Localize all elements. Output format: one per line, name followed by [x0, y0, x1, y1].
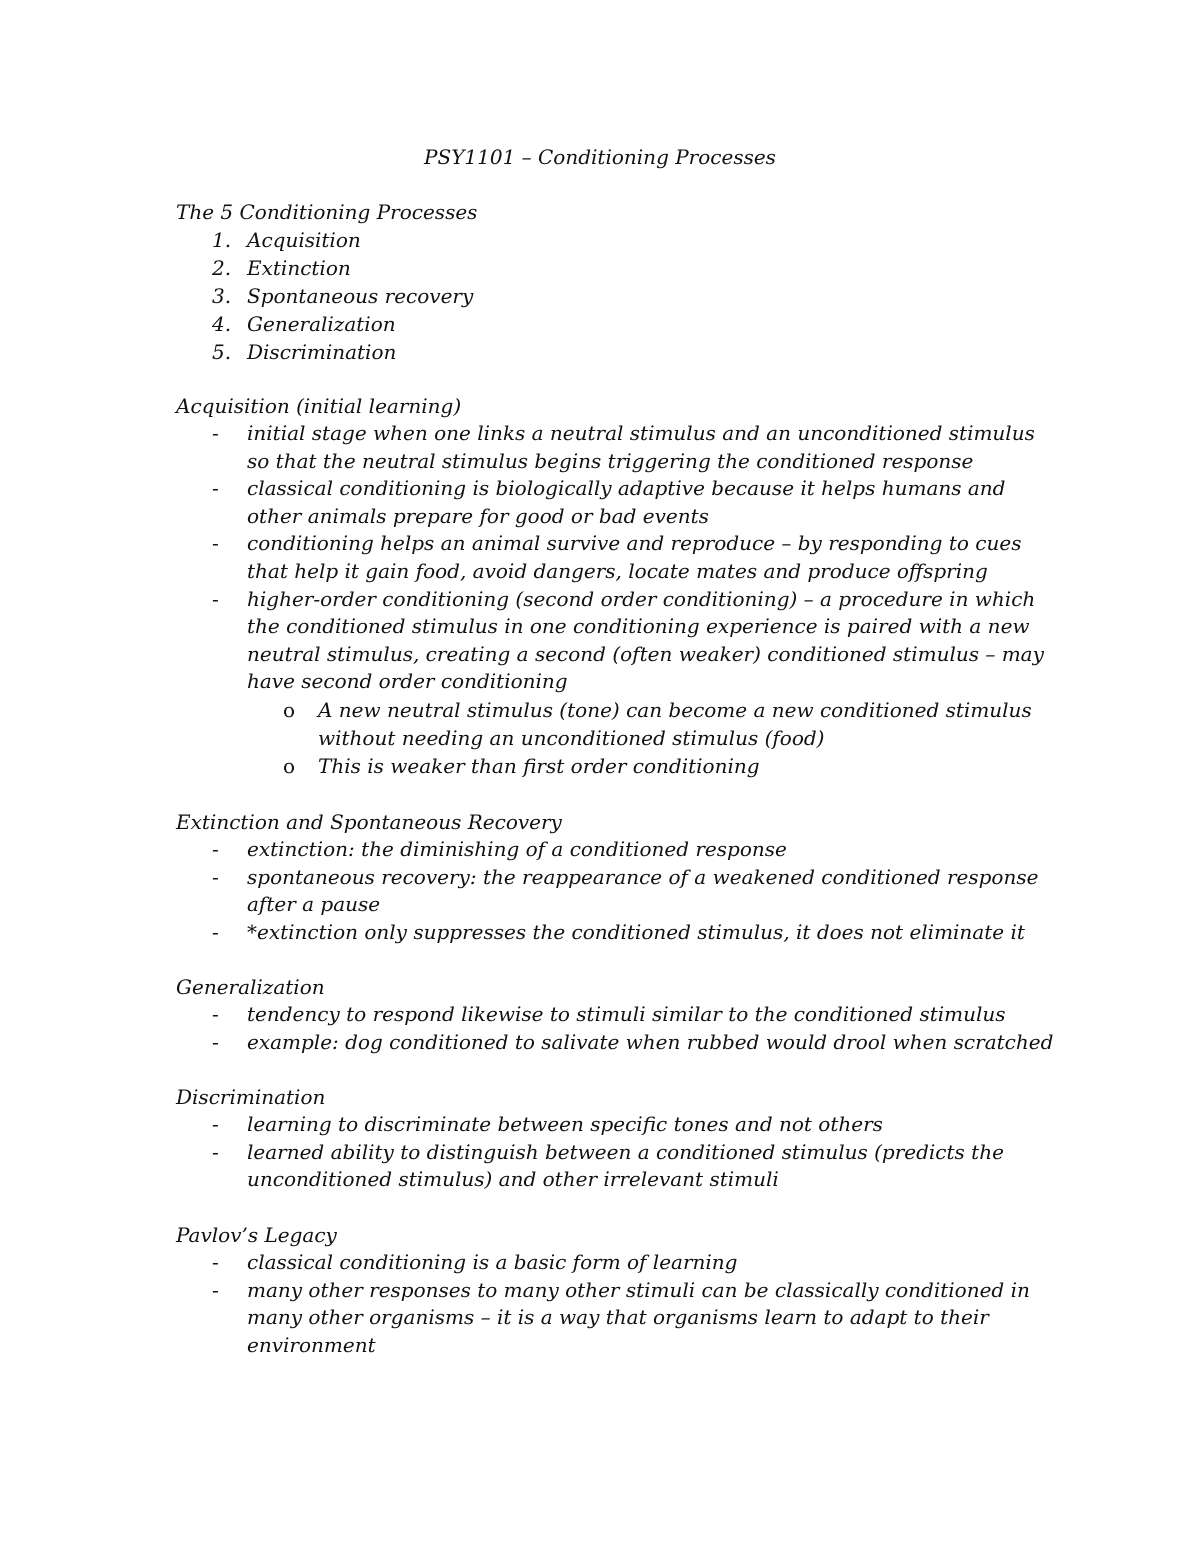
numbered-list [176, 226, 1056, 366]
list-item [176, 586, 1056, 780]
section-acquisition [176, 392, 1056, 780]
list-item-text: spontaneous recovery: the reappearance of a weakened conditioned response after a pause [247, 864, 1039, 917]
list-item-text: conditioning helps an animal survive and reproduce – by responding to cues that help it gain food, avoid dangers, locate mates and produce offspring [247, 531, 1022, 583]
dash-marker: - [212, 1250, 219, 1274]
list-item [176, 836, 1056, 864]
list-item-text: This is weaker than first order conditioning [318, 753, 760, 778]
dash-marker: - [212, 837, 219, 861]
list-item-text: Discrimination [247, 340, 397, 364]
list-number: 2. [212, 256, 232, 280]
list-item [176, 475, 1056, 530]
dash-marker: - [212, 586, 219, 611]
dash-marker: - [212, 1277, 219, 1302]
dash-marker: - [212, 919, 219, 944]
list-item [176, 282, 1056, 310]
section-heading: Extinction and Spontaneous Recovery [176, 810, 562, 834]
list-item-text: tendency to respond likewise to stimuli similar to the conditioned stimulus [247, 1002, 1006, 1026]
section-heading: Generalization [176, 975, 325, 999]
section-generalization [176, 973, 1056, 1056]
section-extinction [176, 808, 1056, 946]
section-pavlovs-legacy [176, 1221, 1056, 1359]
dash-marker: - [212, 1112, 219, 1136]
list-item [176, 1111, 1056, 1139]
list-item-text: *extinction only suppresses the conditioned stimulus, it does not eliminate it [247, 919, 1025, 944]
list-item-text: classical conditioning is a basic form of learning [247, 1250, 738, 1274]
list-item [176, 864, 1056, 919]
section-conditioning-processes [176, 198, 1056, 366]
list-number: 3. [212, 284, 232, 308]
list-item [176, 1249, 1056, 1277]
list-item-text: Generalization [247, 312, 396, 336]
dash-marker: - [212, 476, 219, 501]
list-item-text: initial stage when one links a neutral stimulus and an unconditioned stimulus so that the neutral stimulus begins triggering the conditioned response [247, 421, 1035, 473]
list-item [176, 338, 1056, 366]
list-item [176, 1139, 1056, 1194]
section-heading: Pavlov’s Legacy [176, 1223, 337, 1247]
bullet-list [176, 1249, 1056, 1359]
dash-marker: - [212, 421, 219, 445]
section-heading: Acquisition (initial learning) [176, 394, 462, 418]
list-item-text: classical conditioning is biologically adaptive because it helps humans and other animals prepare for good or bad events [247, 476, 1006, 528]
list-item-text: many other responses to many other stimuli can be classically conditioned in many other organisms – it is a way that organisms learn to adapt to their environment [247, 1277, 1030, 1357]
list-item [176, 1029, 1056, 1057]
list-item-text: extinction: the diminishing of a conditioned response [247, 837, 787, 861]
list-item-text: Spontaneous recovery [247, 284, 474, 308]
sub-list-item [247, 752, 1056, 780]
list-number: 5. [212, 340, 232, 364]
list-item-text: Extinction [247, 256, 351, 280]
list-item [176, 254, 1056, 282]
section-discrimination [176, 1083, 1056, 1194]
list-item [176, 530, 1056, 585]
bullet-list [176, 420, 1056, 780]
bullet-list [176, 1111, 1056, 1194]
section-heading: Discrimination [176, 1085, 326, 1109]
dash-marker: - [212, 1139, 219, 1164]
list-item [176, 1277, 1056, 1360]
dash-marker: - [212, 1002, 219, 1026]
list-item [176, 1001, 1056, 1029]
section-heading: The 5 Conditioning Processes [176, 200, 478, 224]
list-item [176, 420, 1056, 475]
dash-marker: - [212, 864, 219, 889]
list-number: 4. [212, 312, 232, 336]
circle-marker: o [283, 697, 296, 722]
sub-bullet-list [247, 696, 1056, 780]
list-item-text: learning to discriminate between specific tones and not others [247, 1112, 883, 1136]
sub-list-item [247, 696, 1056, 752]
dash-marker: - [212, 531, 219, 556]
bullet-list [176, 836, 1056, 946]
list-item [176, 226, 1056, 254]
list-item-text: higher-order conditioning (second order conditioning) – a procedure in which the conditioned stimulus in one conditioning experience is paired with a new neutral stimulus, creating a second (often weaker) conditioned stimulus – may have second order conditioning [247, 586, 1044, 694]
dash-marker: - [212, 1029, 219, 1054]
list-item-text: Acquisition [247, 228, 361, 252]
list-number: 1. [212, 228, 232, 252]
list-item-text: A new neutral stimulus (tone) can become a new conditioned stimulus without needing an unconditioned stimulus (food) [318, 697, 1032, 750]
list-item [176, 310, 1056, 338]
list-item-text: learned ability to distinguish between a conditioned stimulus (predicts the unconditioned stimulus) and other irrelevant stimuli [247, 1139, 1004, 1192]
bullet-list [176, 1001, 1056, 1056]
page-title: PSY1101 – Conditioning Processes [424, 145, 776, 169]
circle-marker: o [283, 753, 296, 778]
list-item-text: example: dog conditioned to salivate when rubbed would drool when scratched [247, 1029, 1054, 1054]
list-item [176, 919, 1056, 947]
